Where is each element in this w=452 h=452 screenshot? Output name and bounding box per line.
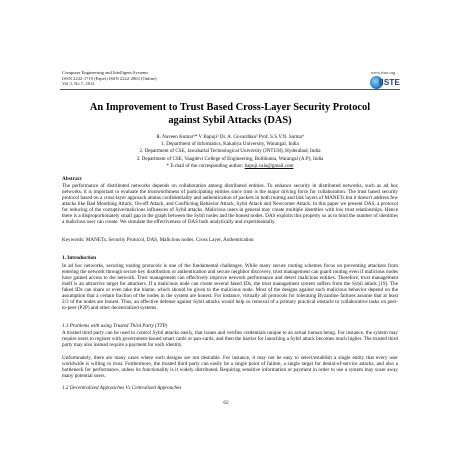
email-prefix: * E-mail of the corresponding author: <box>166 162 245 169</box>
title-line-1: An Improvement to Trust Based Cross-Layer Security Protocol <box>89 102 371 113</box>
journal-header <box>62 70 157 87</box>
header-divider <box>60 89 400 90</box>
page-number: 62 <box>223 400 229 406</box>
subsection-1-1-paragraph-b: Unfortunately, there are many cases where such designs are not desirable. For instance, it may not be easy to select/establish a single entity that every user worldwide is willing to trust. Furthermore, the trusted third party can easily be a single point of failure, a single target for denial-of-service attacks, and also a bottleneck for performance, unless its functionality is it widely distributed. Requiring sensitive information or payment in order to use a system may scare away many potential users. <box>62 355 398 380</box>
iiste-logo <box>370 76 401 89</box>
affiliation-2: 2. Department of CSE, Jawaharlal Technological University (JNTUH), Hyderabad, India <box>139 148 321 155</box>
email-link[interactable]: bapuji.vala@gmail.com <box>244 162 294 169</box>
paper-title <box>60 101 400 127</box>
keywords-line: Keywords: MANETs, Security Protocol, DAS, Malicious nodes, Cross Layer, Authentication <box>62 237 254 243</box>
publisher-logo-block <box>366 70 400 89</box>
author-list: R. Naveen Kumar¹* V Bapuji² Dr. A. Govardhan³ Prof. S.S.V.N. Sarma⁴ <box>156 134 304 140</box>
journal-name: Computer Engineering and Intelligent Systems <box>62 70 149 75</box>
subsection-1-2-heading: 1.2 Decentralized Approaches Vs Centralized Approaches <box>62 385 182 391</box>
corresponding-email-line <box>60 163 400 170</box>
journal-url[interactable]: www.iiste.org <box>370 70 396 75</box>
subsection-1-1-paragraph-a: A trusted third party can be used to control Sybil attacks easily, that issues and verifies credentials unique to an actual human being. For instance, the system may require users to register with government-issued smart cards or pan-cards, and then the barrier for launching a Sybil attack becomes much higher. The trusted third party may also instead require a payment for each identity. <box>62 330 398 349</box>
introduction-heading: 1. Introduction <box>62 255 97 261</box>
logo-text: IISTE <box>379 78 401 87</box>
affiliation-3: 3. Department of CSE, Vaagdevi College of Engineering, Bollikunta, Warangal (A.P), India <box>136 155 324 162</box>
author-block <box>60 134 400 170</box>
journal-volume: Vol 3, No.7, 2012 <box>62 81 95 87</box>
abstract-text: The performance of distributed networks depends on collaboration among distributed entities. To enhance security in distributed networks, such as ad hoc networks, it is important to evaluate the trustworthiness of participating entities since trust is the major driving force for collaboration. The trust based security protocol based on a cross-layer approach attains confidentiality and authentication of packets in both routing and link layers of MANETs but it doesn't address few attacks like Bad Mouthing Attack, On-off Attack, and Conflicting Behavior Attack, Sybil Attack and Newcomer Attack. In this paper we present DAS, a protocol for reducing of the corruptive/malicious influences of Sybil attacks. Malicious users in general may create multiple identities with low trust relationships. Hence there is a disproportionately small gap in the graph between the Sybil nodes and the honest nodes. DAS exploits this property so as to bind the number of identities a malicious user can create. We simulate the effectiveness of DAS both analytically and experimentally. <box>62 183 398 226</box>
journal-issn: ISSN 2222-1719 (Paper) ISSN 2222-2863 (Online) <box>62 75 157 81</box>
subsection-1-1-heading: 1.1 Problems with using Trusted Third Party (TTP) <box>62 323 168 329</box>
abstract-heading: Abstract <box>62 176 82 182</box>
affiliation-1: 1. Department of Informatics, Kakatiya University, Warangal, India <box>161 141 299 148</box>
title-line-2: against Sybil Attacks (DAS) <box>168 115 292 126</box>
introduction-paragraph: In ad hoc networks, securing routing protocols is one of the fundamental challenges. While many secure routing schemes focus on preventing attackers from entering the network through secure key distribution or authentication and secure neighbor discovery, trust management can guard routing even if malicious nodes have gained access to the network. Trust management can effectively improve network performance and detect malicious entities. Therefore, trust management itself is an attractive target for attackers. If a malicious node can create several faked IDs, the trust management system suffers from the Sybil attack [19]. The faked IDs can share or even take the blame, which should be given to the malicious node. Most of the designs against such malicious behavior depend on the assumption that a certain fraction of the nodes in the system are honest. For instance, virtually all protocols for tolerating Byzantine failures assume that at least 2/3 of the nodes are honest. Thus, an effective defense against Sybil attacks would help us removal of a primary practical obstacle to collaborative tasks on peer-to-peer (P2P) and other decentralized systems. <box>62 263 398 312</box>
